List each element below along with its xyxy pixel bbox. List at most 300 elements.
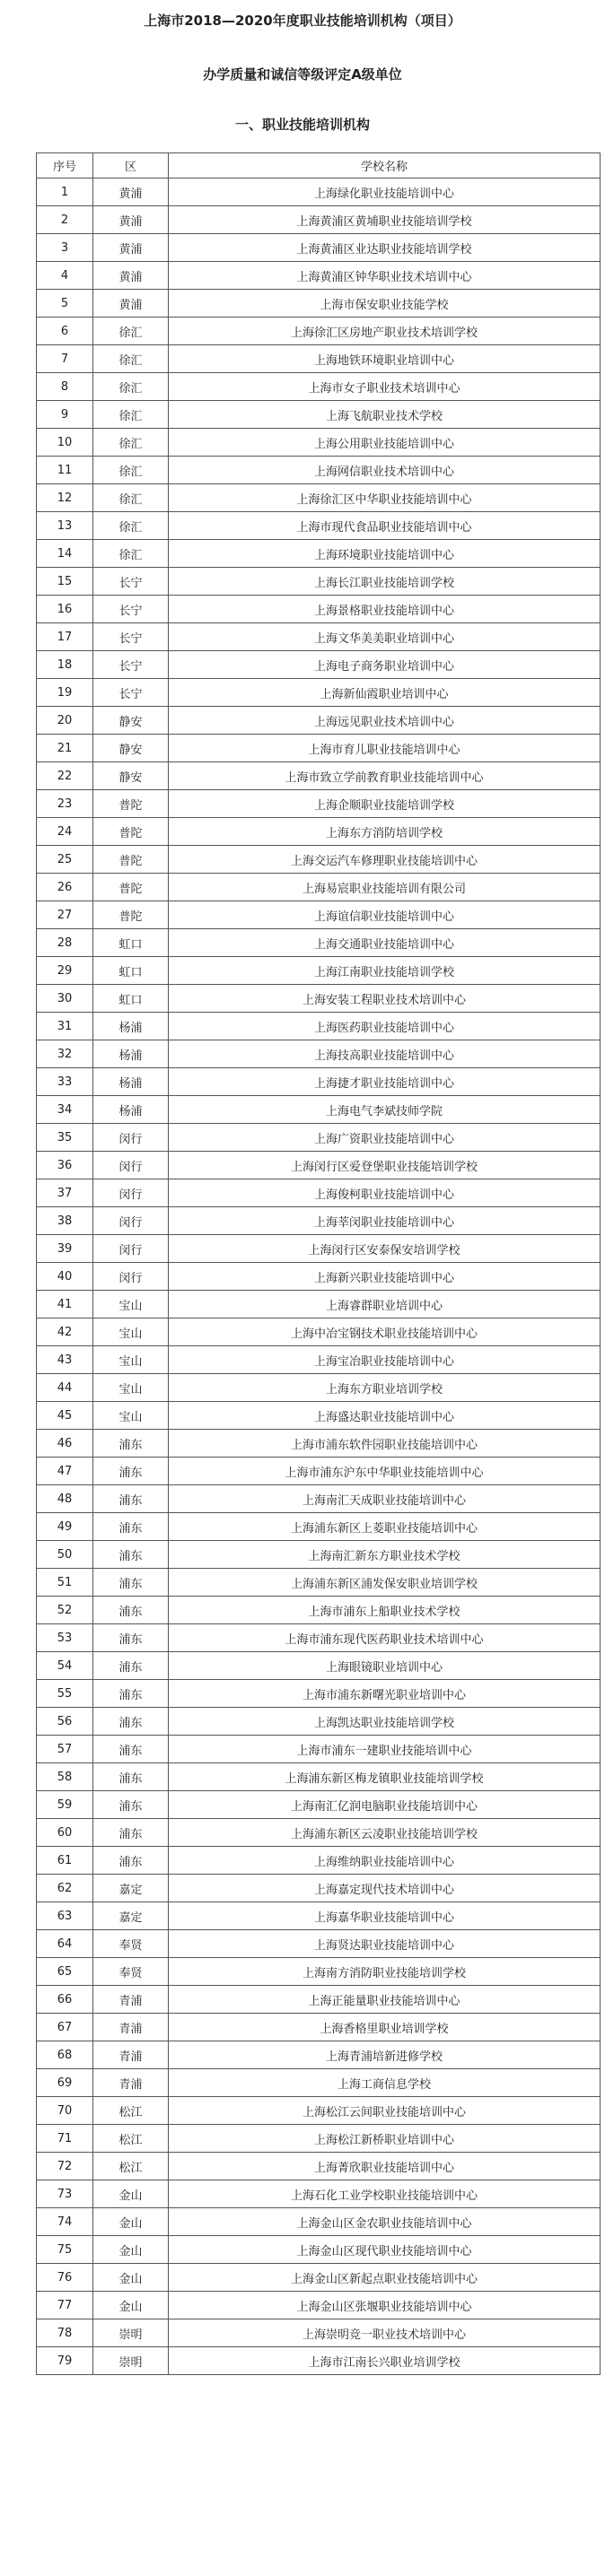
table-row [37,707,601,735]
table-row [37,540,601,568]
table-row [37,1902,601,1930]
table-row [37,1374,601,1402]
cell-number: 17 [37,623,93,651]
table-row [37,957,601,985]
cell-district: 徐汇 [93,457,169,484]
cell-school-name: 上海技高职业技能培训中心 [169,1040,601,1068]
cell-number: 28 [37,929,93,957]
cell-number: 33 [37,1068,93,1096]
cell-number: 43 [37,1346,93,1374]
table-row [37,1263,601,1291]
document-title: 上海市2018—2020年度职业技能培训机构（项目） [144,13,461,29]
cell-district: 长宁 [93,568,169,596]
cell-number: 9 [37,401,93,429]
cell-number: 35 [37,1124,93,1152]
table-row [37,1040,601,1068]
cell-district: 黄浦 [93,290,169,318]
table-row [37,2153,601,2180]
cell-district: 静安 [93,762,169,790]
table-row [37,929,601,957]
cell-district: 浦东 [93,1708,169,1736]
table-row [37,1736,601,1763]
cell-number: 46 [37,1430,93,1458]
table-row [37,1458,601,1485]
table-row [37,1958,601,1986]
cell-district: 宝山 [93,1402,169,1430]
table-row [37,901,601,929]
cell-school-name: 上海新兴职业技能培训中心 [169,1263,601,1291]
cell-district: 崇明 [93,2319,169,2347]
cell-school-name: 上海市现代食品职业技能培训中心 [169,512,601,540]
cell-district: 浦东 [93,1819,169,1847]
cell-district: 长宁 [93,596,169,623]
cell-school-name: 上海景格职业技能培训中心 [169,596,601,623]
cell-district: 浦东 [93,1624,169,1652]
cell-district: 静安 [93,735,169,762]
cell-number: 71 [37,2125,93,2153]
cell-school-name: 上海网信职业技术培训中心 [169,457,601,484]
table-row [37,1430,601,1458]
cell-district: 杨浦 [93,1040,169,1068]
cell-number: 73 [37,2180,93,2208]
cell-district: 金山 [93,2264,169,2292]
table-row [37,401,601,429]
table-row [37,1680,601,1708]
table-row [37,568,601,596]
cell-school-name: 上海嘉华职业技能培训中心 [169,1902,601,1930]
cell-district: 徐汇 [93,429,169,457]
cell-school-name: 上海浦东新区梅龙镇职业技能培训学校 [169,1763,601,1791]
cell-district: 徐汇 [93,540,169,568]
cell-school-name: 上海盛达职业技能培训中心 [169,1402,601,1430]
cell-number: 13 [37,512,93,540]
table-row [37,234,601,262]
table-row [37,1541,601,1569]
table-row [37,2292,601,2319]
cell-school-name: 上海南汇新东方职业技术学校 [169,1541,601,1569]
table-row [37,762,601,790]
cell-number: 59 [37,1791,93,1819]
cell-district: 宝山 [93,1318,169,1346]
table-row [37,1875,601,1902]
cell-number: 77 [37,2292,93,2319]
table-header-row [37,153,601,178]
table-row [37,1569,601,1597]
table-row [37,1068,601,1096]
cell-school-name: 上海宝冶职业技能培训中心 [169,1346,601,1374]
cell-number: 29 [37,957,93,985]
cell-school-name: 上海市浦东软件园职业技能培训中心 [169,1430,601,1458]
table-row [37,1652,601,1680]
cell-school-name: 上海浦东新区浦发保安职业培训学校 [169,1569,601,1597]
column-header-school-name: 学校名称 [169,153,601,178]
cell-district: 长宁 [93,623,169,651]
cell-number: 41 [37,1291,93,1318]
cell-school-name: 上海浦东新区云凌职业技能培训学校 [169,1819,601,1847]
cell-school-name: 上海地铁环境职业培训中心 [169,345,601,373]
cell-school-name: 上海金山区新起点职业技能培训中心 [169,2264,601,2292]
cell-number: 19 [37,679,93,707]
cell-number: 12 [37,484,93,512]
cell-number: 39 [37,1235,93,1263]
cell-number: 10 [37,429,93,457]
table-row [37,596,601,623]
table-row [37,429,601,457]
table-row [37,735,601,762]
table-row [37,2180,601,2208]
table-row [37,2097,601,2125]
cell-district: 杨浦 [93,1013,169,1040]
table-row [37,2069,601,2097]
cell-number: 7 [37,345,93,373]
cell-number: 37 [37,1179,93,1207]
cell-school-name: 上海远见职业技术培训中心 [169,707,601,735]
table-row [37,345,601,373]
cell-district: 浦东 [93,1597,169,1624]
cell-school-name: 上海电子商务职业培训中心 [169,651,601,679]
cell-school-name: 上海易宸职业技能培训有限公司 [169,874,601,901]
table-row [37,623,601,651]
cell-number: 64 [37,1930,93,1958]
cell-number: 31 [37,1013,93,1040]
table-row [37,373,601,401]
table-row [37,1179,601,1207]
table-row [37,262,601,290]
cell-district: 金山 [93,2208,169,2236]
cell-number: 16 [37,596,93,623]
cell-number: 47 [37,1458,93,1485]
cell-number: 57 [37,1736,93,1763]
table-row [37,2319,601,2347]
cell-school-name: 上海贤达职业技能培训中心 [169,1930,601,1958]
cell-school-name: 上海市致立学前教育职业技能培训中心 [169,762,601,790]
cell-school-name: 上海石化工业学校职业技能培训中心 [169,2180,601,2208]
cell-school-name: 上海绿化职业技能培训中心 [169,178,601,206]
cell-school-name: 上海金山区现代职业技能培训中心 [169,2236,601,2264]
table-row [37,2347,601,2375]
cell-district: 杨浦 [93,1096,169,1124]
cell-district: 闵行 [93,1179,169,1207]
cell-number: 18 [37,651,93,679]
table-row [37,1847,601,1875]
cell-district: 徐汇 [93,345,169,373]
cell-school-name: 上海闵行区爱登堡职业技能培训学校 [169,1152,601,1179]
cell-number: 24 [37,818,93,846]
cell-school-name: 上海医药职业技能培训中心 [169,1013,601,1040]
cell-school-name: 上海闵行区安泰保安培训学校 [169,1235,601,1263]
cell-school-name: 上海浦东新区上菱职业技能培训中心 [169,1513,601,1541]
cell-school-name: 上海江南职业技能培训学校 [169,957,601,985]
cell-school-name: 上海凯达职业技能培训学校 [169,1708,601,1736]
cell-number: 72 [37,2153,93,2180]
table-row [37,818,601,846]
cell-district: 普陀 [93,846,169,874]
cell-district: 浦东 [93,1652,169,1680]
table-row [37,2125,601,2153]
column-header-district: 区 [93,153,169,178]
cell-number: 67 [37,2014,93,2041]
cell-district: 金山 [93,2180,169,2208]
cell-district: 金山 [93,2236,169,2264]
cell-number: 62 [37,1875,93,1902]
table-row [37,1513,601,1541]
cell-number: 2 [37,206,93,234]
cell-district: 徐汇 [93,318,169,345]
cell-district: 闵行 [93,1124,169,1152]
table-row [37,790,601,818]
cell-district: 闵行 [93,1235,169,1263]
cell-number: 38 [37,1207,93,1235]
cell-school-name: 上海正能量职业技能培训中心 [169,1986,601,2014]
table-row [37,1763,601,1791]
cell-district: 闵行 [93,1152,169,1179]
cell-number: 54 [37,1652,93,1680]
cell-district: 青浦 [93,2041,169,2069]
cell-district: 崇明 [93,2347,169,2375]
cell-number: 21 [37,735,93,762]
cell-school-name: 上海黄浦区业达职业技能培训学校 [169,234,601,262]
cell-school-name: 上海捷才职业技能培训中心 [169,1068,601,1096]
cell-school-name: 上海菁欣职业技能培训中心 [169,2153,601,2180]
cell-school-name: 上海南汇天成职业技能培训中心 [169,1485,601,1513]
cell-district: 浦东 [93,1736,169,1763]
cell-district: 青浦 [93,1986,169,2014]
cell-school-name: 上海中冶宝钢技术职业技能培训中心 [169,1318,601,1346]
cell-school-name: 上海市浦东新曙光职业培训中心 [169,1680,601,1708]
cell-district: 嘉定 [93,1902,169,1930]
cell-school-name: 上海南方消防职业技能培训学校 [169,1958,601,1986]
table-row [37,874,601,901]
cell-district: 金山 [93,2292,169,2319]
cell-number: 49 [37,1513,93,1541]
table-row [37,1708,601,1736]
cell-district: 闵行 [93,1207,169,1235]
cell-school-name: 上海市江南长兴职业培训学校 [169,2347,601,2375]
cell-district: 普陀 [93,874,169,901]
cell-number: 22 [37,762,93,790]
table-row [37,2014,601,2041]
cell-number: 6 [37,318,93,345]
table-row [37,1485,601,1513]
cell-school-name: 上海市浦东上船职业技术学校 [169,1597,601,1624]
cell-district: 普陀 [93,790,169,818]
cell-school-name: 上海新仙霞职业培训中心 [169,679,601,707]
cell-school-name: 上海交通职业技能培训中心 [169,929,601,957]
cell-school-name: 上海环境职业技能培训中心 [169,540,601,568]
cell-school-name: 上海青浦培新进修学校 [169,2041,601,2069]
training-institutions-table [36,152,601,2375]
cell-school-name: 上海松江云间职业技能培训中心 [169,2097,601,2125]
table-row [37,1819,601,1847]
table-row [37,512,601,540]
cell-school-name: 上海俊柯职业技能培训中心 [169,1179,601,1207]
cell-school-name: 上海安装工程职业技术培训中心 [169,985,601,1013]
cell-number: 44 [37,1374,93,1402]
table-row [37,2041,601,2069]
cell-district: 浦东 [93,1430,169,1458]
cell-school-name: 上海黄浦区黄埔职业技能培训学校 [169,206,601,234]
table-row [37,1235,601,1263]
table-row [37,1124,601,1152]
table-row [37,1346,601,1374]
cell-district: 黄浦 [93,206,169,234]
cell-number: 61 [37,1847,93,1875]
cell-number: 51 [37,1569,93,1597]
cell-school-name: 上海睿群职业培训中心 [169,1291,601,1318]
cell-district: 徐汇 [93,484,169,512]
cell-number: 70 [37,2097,93,2125]
cell-district: 普陀 [93,901,169,929]
cell-district: 浦东 [93,1569,169,1597]
table-row [37,457,601,484]
cell-school-name: 上海东方消防培训学校 [169,818,601,846]
cell-number: 69 [37,2069,93,2097]
table-row [37,1013,601,1040]
cell-district: 浦东 [93,1513,169,1541]
table-row [37,290,601,318]
table-row [37,985,601,1013]
table-row [37,679,601,707]
cell-school-name: 上海长江职业技能培训学校 [169,568,601,596]
cell-district: 黄浦 [93,262,169,290]
cell-number: 45 [37,1402,93,1430]
cell-district: 浦东 [93,1485,169,1513]
cell-district: 虹口 [93,985,169,1013]
cell-number: 25 [37,846,93,874]
cell-district: 浦东 [93,1763,169,1791]
table-row [37,1152,601,1179]
cell-number: 42 [37,1318,93,1346]
cell-school-name: 上海谊信职业技能培训中心 [169,901,601,929]
cell-school-name: 上海崇明竞一职业技术培训中心 [169,2319,601,2347]
cell-number: 11 [37,457,93,484]
table-row [37,2236,601,2264]
cell-number: 63 [37,1902,93,1930]
cell-school-name: 上海徐汇区中华职业技能培训中心 [169,484,601,512]
cell-number: 55 [37,1680,93,1708]
cell-school-name: 上海市女子职业技术培训中心 [169,373,601,401]
cell-school-name: 上海飞航职业技术学校 [169,401,601,429]
cell-district: 闵行 [93,1263,169,1291]
cell-number: 27 [37,901,93,929]
table-row [37,2208,601,2236]
cell-district: 徐汇 [93,512,169,540]
cell-number: 74 [37,2208,93,2236]
table-row [37,1402,601,1430]
cell-school-name: 上海松江新桥职业培训中心 [169,2125,601,2153]
cell-number: 30 [37,985,93,1013]
table-row [37,1291,601,1318]
cell-number: 79 [37,2347,93,2375]
cell-number: 26 [37,874,93,901]
cell-district: 浦东 [93,1791,169,1819]
section-heading: 一、职业技能培训机构 [234,117,370,133]
cell-school-name: 上海南汇亿润电脑职业技能培训中心 [169,1791,601,1819]
cell-district: 徐汇 [93,401,169,429]
cell-number: 40 [37,1263,93,1291]
table-row [37,1207,601,1235]
table-row [37,1318,601,1346]
table-body [37,178,601,2375]
cell-school-name: 上海黄浦区钟华职业技术培训中心 [169,262,601,290]
cell-number: 1 [37,178,93,206]
cell-school-name: 上海市浦东现代医药职业技术培训中心 [169,1624,601,1652]
cell-school-name: 上海香格里职业培训学校 [169,2014,601,2041]
cell-number: 66 [37,1986,93,2014]
table-row [37,1791,601,1819]
cell-number: 52 [37,1597,93,1624]
cell-school-name: 上海市浦东沪东中华职业技能培训中心 [169,1458,601,1485]
table-row [37,484,601,512]
cell-school-name: 上海工商信息学校 [169,2069,601,2097]
cell-district: 黄浦 [93,178,169,206]
cell-number: 20 [37,707,93,735]
table-row [37,1597,601,1624]
cell-school-name: 上海徐汇区房地产职业技术培训学校 [169,318,601,345]
cell-number: 78 [37,2319,93,2347]
cell-school-name: 上海广资职业技能培训中心 [169,1124,601,1152]
table-row [37,1096,601,1124]
table-row [37,1624,601,1652]
cell-school-name: 上海电气李斌技师学院 [169,1096,601,1124]
table-row [37,846,601,874]
cell-number: 50 [37,1541,93,1569]
cell-number: 8 [37,373,93,401]
cell-school-name: 上海眼镜职业培训中心 [169,1652,601,1680]
cell-district: 奉贤 [93,1930,169,1958]
table-row [37,2264,601,2292]
cell-number: 56 [37,1708,93,1736]
cell-district: 长宁 [93,679,169,707]
cell-district: 虹口 [93,957,169,985]
cell-district: 浦东 [93,1458,169,1485]
cell-number: 3 [37,234,93,262]
table-row [37,206,601,234]
cell-number: 58 [37,1763,93,1791]
cell-number: 34 [37,1096,93,1124]
cell-district: 嘉定 [93,1875,169,1902]
cell-number: 23 [37,790,93,818]
cell-school-name: 上海公用职业技能培训中心 [169,429,601,457]
cell-school-name: 上海交运汽车修理职业技能培训中心 [169,846,601,874]
cell-district: 浦东 [93,1541,169,1569]
cell-number: 53 [37,1624,93,1652]
cell-district: 松江 [93,2153,169,2180]
cell-district: 浦东 [93,1847,169,1875]
column-header-number: 序号 [37,153,93,178]
cell-number: 68 [37,2041,93,2069]
cell-school-name: 上海东方职业培训学校 [169,1374,601,1402]
cell-number: 36 [37,1152,93,1179]
cell-district: 宝山 [93,1346,169,1374]
cell-number: 75 [37,2236,93,2264]
cell-school-name: 上海维纳职业技能培训中心 [169,1847,601,1875]
cell-school-name: 上海金山区金农职业技能培训中心 [169,2208,601,2236]
cell-district: 浦东 [93,1680,169,1708]
cell-number: 32 [37,1040,93,1068]
cell-school-name: 上海金山区张堰职业技能培训中心 [169,2292,601,2319]
cell-district: 奉贤 [93,1958,169,1986]
cell-number: 60 [37,1819,93,1847]
cell-district: 青浦 [93,2069,169,2097]
cell-district: 青浦 [93,2014,169,2041]
table-row [37,1930,601,1958]
cell-district: 长宁 [93,651,169,679]
cell-number: 76 [37,2264,93,2292]
cell-school-name: 上海文华美美职业培训中心 [169,623,601,651]
cell-district: 虹口 [93,929,169,957]
cell-district: 普陀 [93,818,169,846]
